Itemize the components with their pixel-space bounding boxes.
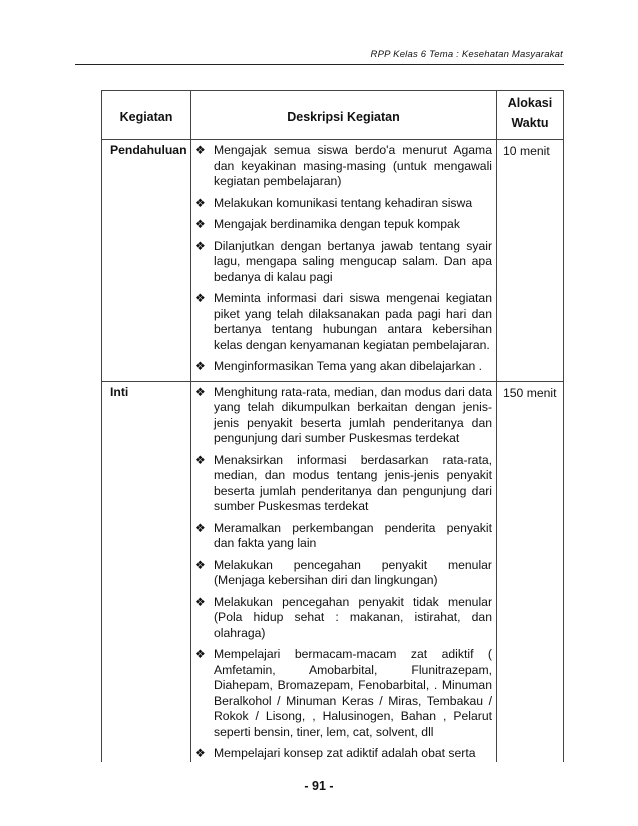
- table-row-inti: [102, 381, 564, 762]
- list-item: ❖ Meminta informasi dari siswa mengenai kegiatan piket yang telah dilaksanakan pada pagi hari dan bertanya tentang hubungan antara kebersihan kelas dengan kenyamanan kegiatan pembelajaran.: [195, 291, 492, 352]
- list-item: ❖ Mengajak semua siswa berdo'a menurut Agama dan keyakinan masing-masing (untuk mengawali kegiatan pembelajaran): [195, 143, 492, 188]
- row-time-pendahuluan: 10 menit: [497, 140, 564, 382]
- diamond-bullet-icon: ❖: [195, 195, 206, 210]
- diamond-bullet-icon: ❖: [195, 238, 206, 253]
- lesson-activity-table: [101, 90, 564, 762]
- row-description-pendahuluan: [191, 140, 497, 382]
- list-item: ❖ Melakukan pencegahan penyakit menular (Menjaga kebersihan diri dan lingkungan): [195, 557, 492, 587]
- row-description-inti: [191, 381, 497, 762]
- diamond-bullet-icon: ❖: [195, 143, 206, 157]
- diamond-bullet-icon: ❖: [195, 291, 206, 305]
- list-item: ❖ Mempelajari konsep zat adiktif adalah obat serta: [195, 746, 476, 760]
- column-header-kegiatan: Kegiatan: [102, 91, 191, 140]
- list-item: ❖ Menaksirkan informasi berdasarkan rata-rata, median, dan modus tentang jenis-jenis penyakit beserta jumlah penderitanya dan pengunjung dari sumber Puskesmas terdekat: [195, 452, 492, 513]
- list-item: ❖ Mempelajari bermacam-macam zat adiktif ( Amfetamin, Amobarbital, Flunitrazepam, Diahepam, Bromazepam, Fenobarbital, . Minuman Beralkohol / Minuman Keras / Miras, Tembakau / Rokok / Lisong, , Halusinogen, Bahan , Pelarut seperti bensin, tiner, lem, cat, solvent, dll: [195, 647, 492, 739]
- header-rule: [75, 64, 564, 65]
- list-item: ❖ Melakukan pencegahan penyakit tidak menular (Pola hidup sehat : makanan, istirahat, dan olahraga): [195, 594, 492, 640]
- column-header-alokasi: Alokasi Waktu: [497, 91, 564, 140]
- diamond-bullet-icon: ❖: [195, 647, 206, 661]
- diamond-bullet-icon: ❖: [195, 746, 206, 760]
- diamond-bullet-icon: ❖: [195, 217, 206, 231]
- list-item: ❖ Dilanjutkan dengan bertanya jawab tentang syair lagu, mengapa saling mengucap salam. Dan apa bedanya di kalau pagi: [195, 238, 492, 284]
- diamond-bullet-icon: ❖: [195, 384, 206, 399]
- diamond-bullet-icon: ❖: [195, 557, 206, 572]
- row-time-inti: 150 menit: [497, 381, 564, 762]
- diamond-bullet-icon: ❖: [195, 452, 206, 467]
- column-header-deskripsi: Deskripsi Kegiatan: [191, 91, 497, 140]
- diamond-bullet-icon: ❖: [195, 520, 206, 535]
- table-row-pendahuluan: [102, 140, 564, 382]
- list-item: ❖ Mengajak berdinamika dengan tepuk kompak: [195, 217, 460, 231]
- list-item: ❖ Menginformasikan Tema yang akan dibelajarkan .: [195, 359, 483, 373]
- diamond-bullet-icon: ❖: [195, 594, 206, 609]
- list-item: ❖ Menghitung rata-rata, median, dan modus dari data yang telah dikumpulkan berkaitan dengan jenis-jenis penyakit beserta jumlah penderitanya dan pengunjung dari sumber Puskesmas terdekat: [195, 384, 492, 445]
- running-header: RPP Kelas 6 Tema : Kesehatan Masyarakat: [370, 49, 563, 60]
- row-label-pendahuluan: Pendahuluan: [102, 140, 191, 382]
- page-number: - 91 -: [304, 779, 334, 793]
- diamond-bullet-icon: ❖: [195, 359, 206, 373]
- row-label-inti: Inti: [102, 381, 191, 762]
- list-item: ❖ Meramalkan perkembangan penderita penyakit dan fakta yang lain: [195, 520, 492, 550]
- list-item: ❖ Melakukan komunikasi tentang kehadiran siswa: [195, 195, 473, 210]
